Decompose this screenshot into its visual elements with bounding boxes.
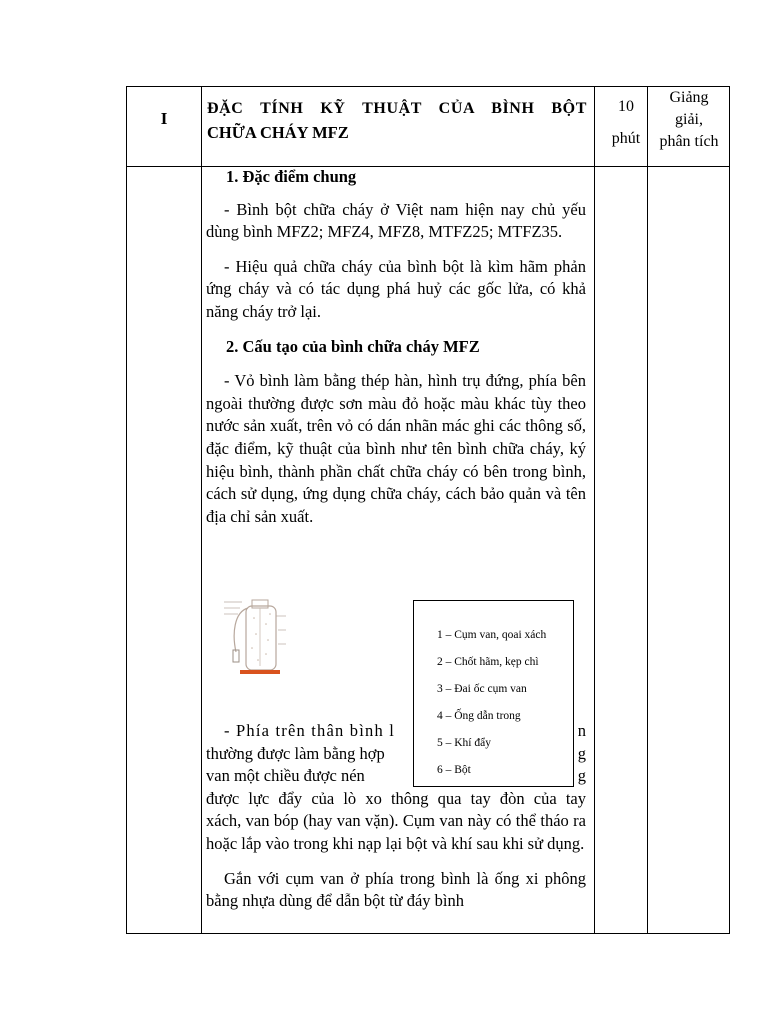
column-divider-2: [594, 87, 595, 933]
method-line2: giải,: [675, 111, 703, 128]
para4-line1-end: n: [577, 721, 586, 740]
legend-item: 6 – Bột: [437, 764, 471, 776]
legend-item: 1 – Cụm van, qoai xách: [437, 629, 547, 641]
time-value: 10: [618, 98, 634, 115]
method-cell: [647, 87, 731, 153]
legend-item: 3 – Đai ốc cụm van: [437, 683, 527, 695]
extinguisher-diagram-icon: [222, 594, 290, 676]
legend-item: 2 – Chốt hãm, kẹp chì: [437, 656, 539, 668]
time-cell: [605, 91, 647, 155]
heading-structure: 2. Cấu tạo của bình chữa cháy MFZ: [226, 336, 480, 356]
para4-line1: - Phía trên thân bình l: [224, 721, 396, 740]
paragraph-models: - Bình bột chữa cháy ở Việt nam hiện nay chủ yếu dùng bình MFZ2; MFZ4, MFZ8, MTFZ25; MTFZ35.: [206, 199, 586, 242]
section-title-line1: ĐẶC TÍNH KỸ THUẬT CỦA BÌNH BỘT: [207, 100, 587, 117]
time-unit: phút: [611, 130, 641, 147]
method-line1: Giảng: [669, 89, 709, 106]
section-title-line2: CHỮA CHÁY MFZ: [207, 123, 349, 142]
method-line3: phân tích: [659, 133, 719, 150]
para4-line3-end: g: [577, 766, 586, 786]
paragraph-shell: - Vỏ bình làm bằng thép hàn, hình trụ đứng, phía bên ngoài thường được sơn màu đỏ hoặc màu khác tùy theo nước sản xuất, trên vỏ có dán nhãn mác ghi các thông số, đặc điểm, kỹ thuật của bình như tên bình chữa cháy, ký hiệu bình, thành phần chất chữa cháy có bên trong bình, cách sử dụng, ứng dụng chữa cháy, cách bảo quản và tên địa chỉ sản xuất.: [206, 371, 586, 526]
para4-line4: được lực đẩy của lò xo thông qua tay đòn của tay: [206, 788, 586, 808]
heading-general: 1. Đặc điểm chung: [226, 167, 357, 186]
para4-line2-end: g: [577, 743, 586, 763]
legend-item: 4 – Ống dẫn trong: [437, 710, 521, 722]
column-divider-1: [201, 87, 202, 933]
section-number: I: [160, 109, 168, 128]
column-divider-3: [647, 87, 648, 933]
paragraph-effectiveness: - Hiệu quả chữa cháy của bình bột là kìm hãm phản ứng cháy và có tác dụng phá huỷ các gốc lửa, có khả năng cháy trở lại.: [206, 256, 586, 321]
legend-item: 5 – Khí đẩy: [437, 737, 491, 749]
para4-line3: van một chiều được nén: [206, 766, 365, 786]
para4-rest: xách, van bóp (hay van vặn). Cụm van này có thể tháo ra hoặc lắp vào trong khi nạp lại bột và khí sau khi sử dụng.: [206, 811, 586, 853]
section-title: [207, 97, 587, 145]
para4-line2: thường được làm bằng hợp: [206, 743, 385, 763]
paragraph-siphon: Gắn với cụm van ở phía trong bình là ống xi phông bằng nhựa dùng để dẫn bột từ đáy bình: [206, 868, 586, 911]
legend-overlay: [413, 600, 574, 787]
content-block-1: [206, 166, 586, 528]
